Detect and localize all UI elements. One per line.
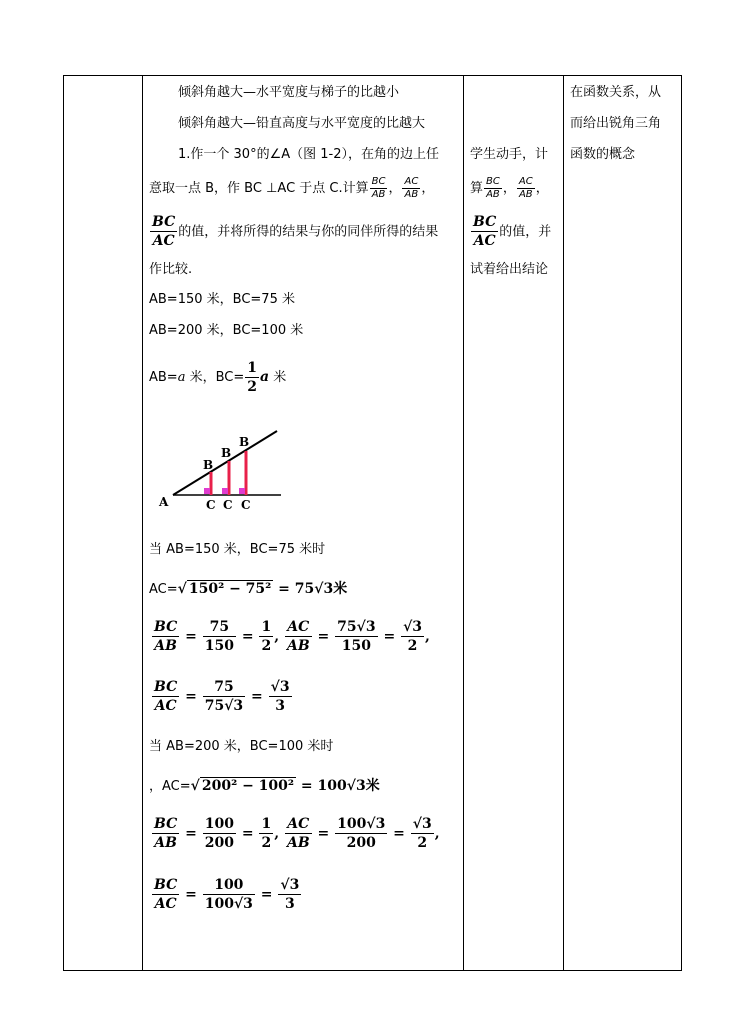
student-text: $\frac{BC}{AC}$ 的值，并 (473, 214, 552, 249)
right-angle-mark (204, 488, 210, 494)
label-b: B (239, 435, 250, 449)
student-text: 试着给出结论 (470, 262, 549, 277)
column-divider (563, 75, 564, 971)
case-text: AB=a 米，BC= $\frac{1}{2}$ a 米 (149, 359, 287, 395)
text-line: 倾斜角越大—水平宽度与梯子的比越小 (178, 85, 400, 100)
task-text: 意取一点 B，作 BC ⊥AC 于点 C.计算 $\frac{BC}{AB}$ ， $\frac{AC}{AB}$ ， (149, 176, 435, 200)
right-angle-mark (222, 488, 228, 494)
ratio-formula: $\frac{BC}{AB}$ = $\frac{75}{150}$ = $\frac{1}{2}$ , $\frac{AC}{AB}$ = $\frac{75√3}{150}$ = $\frac{√3}{2}$ , (154, 619, 430, 654)
case-heading: 当 AB=200 米，BC=100 米时 (149, 739, 334, 754)
column-divider (142, 75, 143, 971)
task-text: 1.作一个 30°的∠A（图 1-2），在角的边上任 (178, 147, 439, 162)
column-divider (463, 75, 464, 971)
ac-formula: ，AC=√ 200² − 100² = 100√3米 (149, 778, 380, 794)
task-text: 作比较. (149, 262, 193, 277)
case-heading: 当 AB=150 米，BC=75 米时 (149, 542, 326, 557)
label-c: C (206, 498, 216, 512)
intent-text: 在函数关系，从 (570, 85, 662, 100)
intent-text: 函数的概念 (570, 147, 636, 162)
task-text: $\frac{BC}{AC}$ 的值，并将所得的结果与你的同伴所得的结果 (152, 214, 439, 249)
ac-formula: AC=√ 150² − 75² = 75√3米 (149, 581, 348, 597)
label-c: C (241, 498, 251, 512)
hypotenuse-line (173, 431, 277, 495)
case-text: AB=150 米，BC=75 米 (149, 292, 295, 307)
student-text: 算 $\frac{BC}{AB}$ ， $\frac{AC}{AB}$ ， (470, 176, 549, 200)
ratio-formula: $\frac{BC}{AB}$ = $\frac{100}{200}$ = $\frac{1}{2}$ , $\frac{AC}{AB}$ = $\frac{100√3}{200}$ = $\frac{√3}{2}$ , (154, 816, 440, 851)
label-b: B (221, 446, 232, 460)
label-a: A (159, 495, 169, 509)
case-text: AB=200 米，BC=100 米 (149, 323, 304, 338)
ratio-formula: $\frac{BC}{AC}$ = $\frac{100}{100√3}$ = $\frac{√3}{3}$ (154, 877, 300, 912)
ratio-formula: $\frac{BC}{AC}$ = $\frac{75}{75√3}$ = $\frac{√3}{3}$ (154, 679, 290, 714)
text-line: 倾斜角越大—铅直高度与水平宽度的比越大 (178, 116, 426, 131)
triangle-diagram (155, 425, 295, 530)
label-b: B (203, 458, 214, 472)
right-angle-mark (239, 488, 245, 494)
student-text: 学生动手，计 (470, 147, 549, 162)
intent-text: 而给出锐角三角 (570, 116, 662, 131)
label-c: C (223, 498, 233, 512)
